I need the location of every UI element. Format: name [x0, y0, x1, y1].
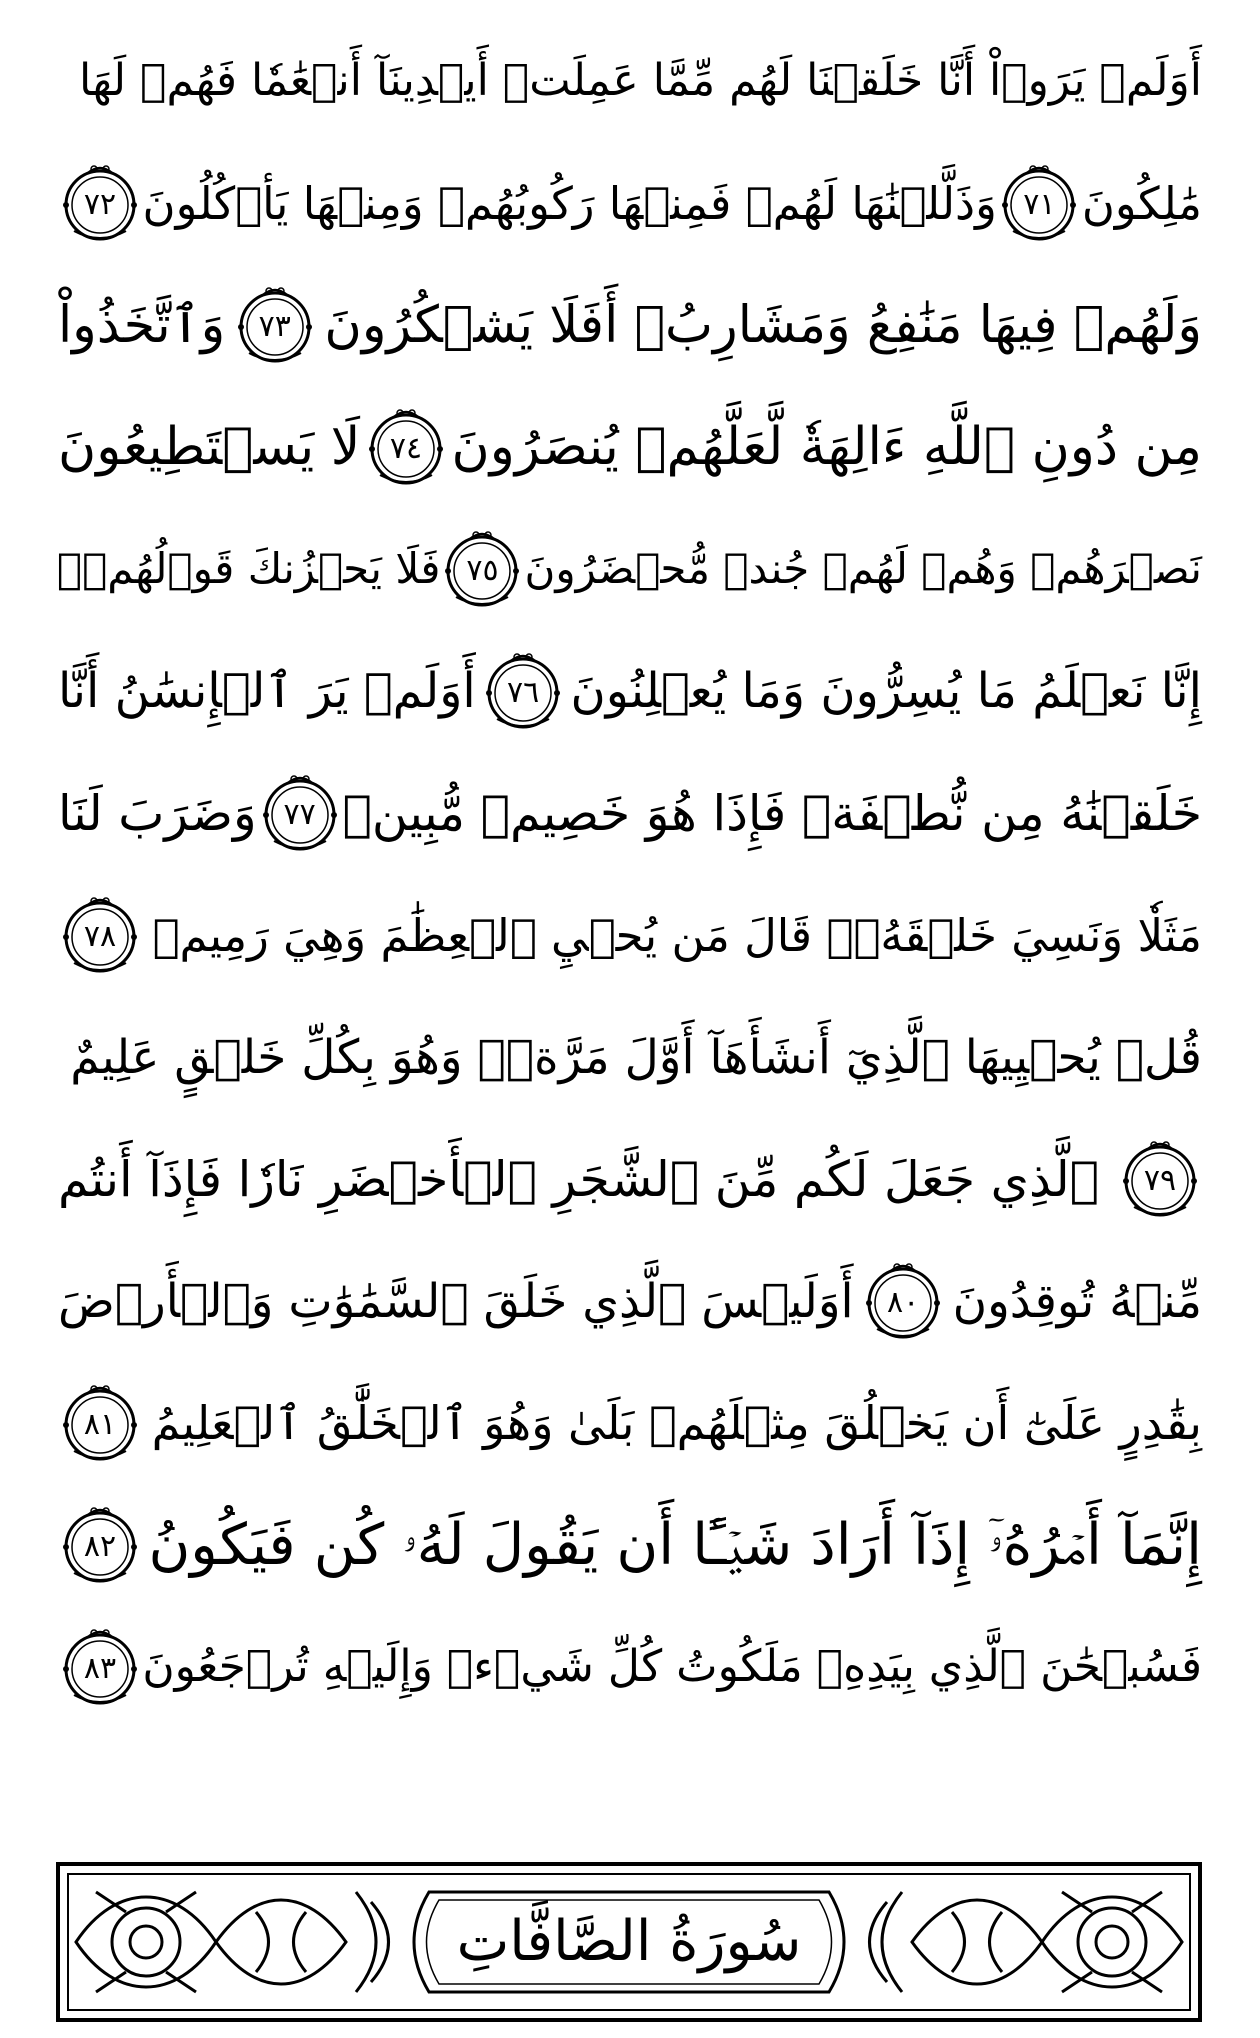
ayah-number-marker: [861, 1259, 945, 1343]
ayah-number-marker: [258, 771, 342, 855]
verse-line: [58, 264, 1202, 386]
ayah-number: ٧١: [1023, 187, 1056, 222]
ayah-number: ٧٨: [83, 919, 117, 954]
ayah-number-marker: [481, 649, 565, 733]
verse-text: مِن دُونِ ٱللَّهِ ءَالِهَةٗ لَّعَلَّهُمۡ يُنصَرُونَ: [451, 417, 1202, 477]
verse-text: أَوَلَمۡ يَرَوۡاْ أَنَّا خَلَقۡنَا لَهُم مِّمَّا عَمِلَتۡ أَيۡدِينَآ أَنۡعَٰمٗا فَهُمۡ لَهَا: [78, 55, 1202, 106]
verse-line: [58, 874, 1202, 996]
ayah-number-marker: [58, 893, 142, 977]
verse-text: إِنَّمَآ أَمۡرُهُۥٓ إِذَآ أَرَادَ شَيۡـًٔا أَن يَقُولَ لَهُۥ كُن فَيَكُونُ: [148, 1511, 1202, 1578]
verse-line: [58, 1362, 1202, 1484]
verse-text: بِقَٰدِرٍ عَلَىٰٓ أَن يَخۡلُقَ مِثۡلَهُمۚ بَلَىٰ وَهُوَ ٱلۡخَلَّٰقُ ٱلۡعَلِيمُ: [151, 1396, 1202, 1450]
verse-line: [58, 508, 1202, 630]
verse-line: [58, 1118, 1202, 1240]
ayah-number: ٨١: [83, 1407, 117, 1442]
verse-line: [58, 1606, 1202, 1728]
ayah-number-marker: [233, 283, 317, 367]
ayah-number: ٧٢: [83, 187, 117, 222]
ayah-number-marker: [58, 1625, 142, 1709]
ayah-number-marker: [440, 527, 524, 611]
verse-text: فَسُبۡحَٰنَ ٱلَّذِي بِيَدِهِۦ مَلَكُوتُ كُلِّ شَيۡءٖ وَإِلَيۡهِ تُرۡجَعُونَ: [142, 1641, 1202, 1692]
ayah-number: ٨٣: [83, 1651, 117, 1686]
verse-line: [58, 142, 1202, 264]
ayah-number: ٧٤: [389, 431, 423, 466]
ayah-number-marker: [58, 161, 142, 245]
verse-line: [58, 1484, 1202, 1606]
verse-lines: [58, 20, 1202, 1850]
ayah-number: ٨٢: [83, 1529, 117, 1564]
verse-text: وَضَرَبَ لَنَا: [58, 784, 257, 842]
ayah-number: ٧٧: [283, 797, 316, 832]
ayah-number: ٧٦: [507, 675, 540, 710]
ayah-number-marker: [364, 405, 448, 489]
verse-text: وَلَهُمۡ فِيهَا مَنَٰفِعُ وَمَشَارِبُۚ أَفَلَا يَشۡكُرُونَ: [324, 295, 1202, 355]
verse-text: نَصۡرَهُمۡ وَهُمۡ لَهُمۡ جُندٞ مُّحۡضَرُونَ: [524, 544, 1202, 593]
verse-line: [58, 386, 1202, 508]
ayah-number: ٧٣: [258, 309, 291, 344]
verse-line: [58, 20, 1202, 142]
verse-line: [58, 630, 1202, 752]
verse-text: فَلَا يَحۡزُنكَ قَوۡلُهُمۡۘ: [56, 544, 441, 593]
ayah-number-marker: [1118, 1137, 1202, 1221]
verse-text: إِنَّا نَعۡلَمُ مَا يُسِرُّونَ وَمَا يُعۡلِنُونَ: [570, 663, 1202, 719]
verse-line: [58, 996, 1202, 1118]
verse-text: مَٰلِكُونَ: [1081, 176, 1202, 230]
verse-text: أَوَلَيۡسَ ٱلَّذِي خَلَقَ ٱلسَّمَٰوَٰتِ وَٱلۡأَرۡضَ: [58, 1273, 854, 1329]
verse-text: قُلۡ يُحۡيِيهَا ٱلَّذِيٓ أَنشَأَهَآ أَوَّلَ مَرَّةٖۖ وَهُوَ بِكُلِّ خَلۡقٍ عَلِيمٌ: [70, 1029, 1202, 1085]
verse-text: أَوَلَمۡ يَرَ ٱلۡإِنسَٰنُ أَنَّا: [58, 663, 476, 719]
surah-header-banner: [56, 1862, 1202, 2022]
verse-text: لَا يَسۡتَطِيعُونَ: [58, 417, 361, 477]
ayah-number: ٧٥: [466, 553, 499, 588]
ayah-number-marker: [58, 1381, 142, 1465]
verse-text: خَلَقۡنَٰهُ مِن نُّطۡفَةٖ فَإِذَا هُوَ خَصِيمٞ مُّبِينٞ: [342, 784, 1202, 842]
ayah-number-marker: [58, 1503, 142, 1587]
verse-text: ٱلَّذِي جَعَلَ لَكُم مِّنَ ٱلشَّجَرِ ٱلۡأَخۡضَرِ نَارٗا فَإِذَآ أَنتُم: [58, 1150, 1100, 1208]
verse-text: وَٱتَّخَذُواْ: [58, 295, 226, 355]
ayah-number-marker: [997, 161, 1081, 245]
ayah-number: ٨٠: [886, 1285, 920, 1320]
verse-line: [58, 752, 1202, 874]
verse-line: [58, 1240, 1202, 1362]
ayah-number: ٧٩: [1143, 1163, 1177, 1198]
verse-text: مَثَلٗا وَنَسِيَ خَلۡقَهُۥۖ قَالَ مَن يُحۡيِ ٱلۡعِظَٰمَ وَهِيَ رَمِيمٞ: [152, 908, 1202, 962]
surah-title: سُورَةُ الصَّافَّاتِ: [456, 1909, 802, 1974]
verse-text: مِّنۡهُ تُوقِدُونَ: [952, 1273, 1202, 1329]
verse-text: وَذَلَّلۡنَٰهَا لَهُمۡ فَمِنۡهَا رَكُوبُهُمۡ وَمِنۡهَا يَأۡكُلُونَ: [142, 176, 997, 230]
